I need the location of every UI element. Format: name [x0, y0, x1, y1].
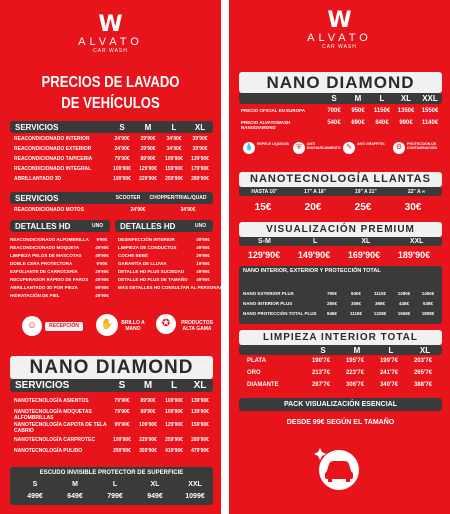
nano-col-L: L — [170, 380, 178, 391]
detalle-price: 49'90€ — [95, 277, 109, 282]
nano-right-col-L: L — [379, 94, 385, 103]
droplet-icon: 💧 — [243, 142, 255, 154]
nano-row-price: 89'90€ — [140, 398, 156, 404]
nano-row — [14, 437, 213, 444]
nano-header — [10, 379, 213, 392]
nano-col-S: S — [118, 380, 126, 391]
detalle-row-right — [118, 244, 213, 251]
detalle-row-left — [10, 284, 112, 291]
nano-right-col-M: M — [354, 94, 362, 103]
pack-subtitle: DESDE 99€ SEGÚN EL TAMAÑO — [286, 419, 395, 426]
icon-label: REPELE LIQUIDOS — [257, 142, 289, 146]
limpieza-row-name: DIAMANTE — [247, 382, 279, 388]
servicios-header — [10, 121, 213, 133]
badge-productos: PRODUCTOS ALTA GAMA — [181, 320, 213, 332]
limpieza-col: XL — [419, 345, 431, 355]
llantas-col: HASTA 16" — [251, 188, 278, 195]
row-price: 34'90€ — [166, 146, 182, 152]
limpieza-price: 203'7€ — [413, 358, 433, 364]
detalle-price: 29'90€ — [95, 269, 109, 274]
escudo-size: L — [112, 481, 118, 488]
nanoint-row — [243, 310, 440, 317]
detalle-price: 49'90€ — [196, 277, 210, 282]
row-price: 199'90€ — [113, 176, 131, 182]
visual-col: S-M — [257, 238, 271, 245]
limpieza-price: 223'7€ — [345, 370, 365, 376]
detalle-row-left — [10, 244, 112, 251]
nano-diamond-title: NANO DIAMOND — [10, 356, 213, 379]
nano-right-price: 1140€ — [421, 120, 439, 126]
limpieza-row-name: ORO — [247, 370, 261, 376]
spray-icon: ✎ — [343, 142, 355, 154]
servicios-col-XL: XL — [194, 122, 206, 132]
row-name: REACONDICIONADO INTEGRAL — [14, 166, 92, 172]
row-price: 79'90€ — [114, 156, 130, 162]
motos-label: SERVICIOS — [15, 193, 59, 203]
visual-header — [239, 237, 442, 246]
nano-row — [14, 422, 213, 434]
detalle-row-right — [118, 260, 213, 267]
pack-title: PACK VISUALIZACIÓN ESENCIAL — [283, 401, 398, 408]
reception-icon: ☺ — [22, 316, 42, 336]
motos-row-v1: 24'90€ — [130, 207, 146, 213]
nanoint-row — [243, 290, 440, 297]
visual-price: 169'90€ — [347, 250, 381, 260]
escudo-price: 949€ — [147, 493, 163, 500]
detalle-row-right — [118, 284, 223, 291]
nano-row-price: 129'90€ — [165, 422, 183, 428]
nano-right-price: 990€ — [399, 120, 413, 126]
nano-row-price: 419'90€ — [165, 448, 183, 454]
quality-seal-icon: ✪ — [156, 314, 176, 334]
logo-mark: W — [98, 12, 123, 37]
detalle-name: DETALLE HD PLUS SUCIEDAD — [118, 269, 185, 274]
detalle-name: HIDRATACIÓN DE PIEL — [10, 293, 60, 298]
nano-row — [14, 448, 213, 455]
nanoint-row-name: NANO INTERIOR PLUS — [243, 301, 293, 306]
nanoint-row-name: NANO PROTECCIÓN TOTAL PLUS — [243, 311, 317, 316]
page-title-line1: PRECIOS DE LAVADO — [41, 74, 180, 91]
nano-row-price: 109'90€ — [165, 398, 183, 404]
detalles-uno-right: UNO — [195, 223, 207, 229]
nano-row-price: 479'90€ — [191, 448, 209, 454]
row-price: 139'90€ — [191, 156, 209, 162]
detalle-row-right — [118, 276, 213, 283]
detalle-name: DESINFECCIÓN INTERIOR — [118, 237, 175, 242]
nano-row-price: 229'90€ — [139, 437, 157, 443]
nanoint-title: NANO INTERIOR, EXTERIOR Y PROTECCIÓN TOTAL — [243, 268, 381, 274]
row-price: 39'90€ — [192, 146, 208, 152]
nano-row-name: NANOTECNOLOGÍA CAPOTA DE TELA CABRIO — [14, 422, 107, 434]
visual-col: XL — [361, 238, 371, 245]
llantas-price: 15€ — [254, 202, 272, 213]
limpieza-row — [247, 358, 440, 365]
row-name: ABRILLANTADO 3D — [14, 176, 62, 182]
servicios-col-L: L — [171, 122, 177, 132]
detalle-price: 29'90€ — [196, 253, 210, 258]
glove-icon: ✋ — [96, 314, 118, 336]
visual-price: 189'90€ — [397, 250, 431, 260]
nano-right-price: 1350€ — [397, 108, 415, 114]
badge-brillo: BRILLO A MANO — [121, 320, 145, 332]
detalle-price: 19'90€ — [196, 261, 210, 266]
nanoint-price: 538€ — [422, 301, 433, 306]
nanoint-price: 368€ — [374, 301, 385, 306]
limpieza-price: 388'7€ — [413, 382, 433, 388]
factory-icon: ⚙ — [393, 142, 405, 154]
motos-row-name: REACONDICIONADO MOTOS — [14, 207, 84, 213]
nano-right-col-XL: XL — [400, 94, 412, 103]
row-price: 129'90€ — [139, 166, 157, 172]
visual-title: VISUALIZACIÓN PREMIUM — [239, 222, 442, 237]
limpieza-price: 199'7€ — [379, 358, 399, 364]
nano-row-price: 139'90€ — [191, 409, 209, 415]
escudo-title: ESCUDO INVISIBLE PROTECTOR DE SUPERFICIE — [39, 470, 184, 476]
nanoint-price: 940€ — [350, 291, 361, 296]
nano-row-name: NANOTECNOLOGÍA PULIDO — [14, 448, 83, 454]
nano-right-row-name: PRECIO OFICIAL EN EUROPA — [241, 108, 306, 113]
brand-sub: CAR WASH — [93, 48, 128, 54]
row-price: 29'90€ — [140, 146, 156, 152]
detalles-header-right — [115, 220, 213, 232]
nano-right-price: 690€ — [351, 120, 365, 126]
nano-right-col-XXL: XXL — [422, 94, 438, 103]
detalles-header-left — [10, 220, 110, 232]
nanoint-row — [243, 300, 440, 307]
nano-right-row-name: PRECIO ALVATOWASH NANODIAMOND — [241, 120, 291, 130]
detalle-row-left — [10, 268, 112, 275]
detalle-row-left — [10, 260, 112, 267]
limpieza-row-name: PLATA — [247, 358, 267, 364]
limpieza-title: LIMPIEZA INTERIOR TOTAL — [239, 330, 442, 345]
row-price: 29'90€ — [140, 136, 156, 142]
icon-label: ANTI ENCHARCAMIENTO — [307, 142, 341, 150]
detalle-price: 9'90€ — [96, 261, 108, 266]
row-price: 109'90€ — [165, 156, 183, 162]
nanoint-price: 1450€ — [421, 291, 435, 296]
detalle-row-right — [118, 268, 213, 275]
limpieza-col: L — [388, 345, 394, 355]
nano-right-price: 1550€ — [421, 108, 439, 114]
detalle-price: 9'90€ — [96, 237, 108, 242]
nano-right-row — [241, 108, 442, 115]
nano-label: SERVICIOS — [15, 380, 70, 391]
nano-right-price: 950€ — [351, 108, 365, 114]
nano-right-price: 1150€ — [373, 108, 391, 114]
nano-row-price: 79'90€ — [114, 398, 130, 404]
row-price: 259'90€ — [165, 176, 183, 182]
row-price: 39'90€ — [192, 136, 208, 142]
nano-row-name: NANOTECNOLOGÍA ASIENTOS — [14, 398, 89, 404]
nano-row-price: 109'90€ — [139, 422, 157, 428]
limpieza-price: 306'7€ — [345, 382, 365, 388]
table-row — [14, 156, 213, 163]
nano-row-price: 159'90€ — [191, 422, 209, 428]
limpieza-row — [247, 370, 440, 377]
row-price: 289'90€ — [191, 176, 209, 182]
nano-row-price: 359'90€ — [139, 448, 157, 454]
badge-recepcion: RECEPCIÓN — [45, 322, 83, 331]
detalle-row-left — [10, 252, 112, 259]
motos-header — [10, 192, 213, 204]
detalle-name: LIMPIEZA DE CONDUCTOS — [118, 245, 177, 250]
escudo-size: XXL — [188, 481, 202, 488]
servicios-label: SERVICIOS — [15, 122, 59, 132]
nanoint-price: 448€ — [398, 301, 409, 306]
nano-row-price: 139'90€ — [191, 398, 209, 404]
nano-row-price: 79'90€ — [114, 409, 130, 415]
detalle-price: 49'90€ — [95, 293, 109, 298]
row-price: 179'90€ — [191, 166, 209, 172]
detalle-row-left — [10, 236, 112, 243]
detalle-name: REACONDICIONADO ALFOMBRILLA — [10, 237, 89, 242]
row-name: REACONDICIONADO EXTERIOR — [14, 146, 92, 152]
detalle-row-right — [118, 252, 213, 259]
escudo-price: 1099€ — [185, 493, 205, 500]
detalle-name: DETALLE HD PLUS DE TAMAÑO — [118, 277, 188, 282]
escudo-size: S — [32, 481, 38, 488]
llantas-col: 22" A ∞ — [407, 188, 426, 195]
detalle-price: 49'90€ — [196, 245, 210, 250]
icon-label: PROTECCIÓN DE CONTAMINACIÓN — [407, 142, 437, 150]
limpieza-price: 265'7€ — [413, 370, 433, 376]
brand-name-right: ALVATO — [307, 32, 372, 44]
brand-logo — [0, 14, 221, 54]
detalle-name: ABRILLANTADO 3D POR PIEZA — [10, 285, 78, 290]
limpieza-row — [247, 382, 440, 389]
detalle-price: 59'90€ — [95, 285, 109, 290]
nano-row-name: NANOTECNOLOGÍA MOQUETAS ALFOMBRILLAS — [14, 409, 92, 421]
detalles-uno-left: UNO — [92, 223, 104, 229]
limpieza-col: M — [353, 345, 361, 355]
detalle-name: LIMPIEZA PELOS DE MASCOTAS — [10, 253, 82, 258]
detalle-price: 49'90€ — [95, 245, 109, 250]
escudo-price: 499€ — [27, 493, 43, 500]
nano-right-row — [241, 120, 442, 130]
servicios-col-S: S — [119, 122, 125, 132]
nano-col-XL: XL — [193, 380, 207, 391]
detalle-row-left — [10, 276, 112, 283]
limpieza-col: S — [320, 345, 326, 355]
brand-logo-right — [229, 10, 450, 50]
llantas-col: 19" A 21" — [354, 188, 377, 195]
row-name: REACONDICIONADO TAPICERIA — [14, 156, 93, 162]
brand-sub-right: CAR WASH — [322, 44, 357, 50]
nanoint-row-name: NANO EXTERIOR PLUS — [243, 291, 294, 296]
nano-right-header — [239, 93, 442, 104]
row-price: 109'90€ — [113, 166, 131, 172]
llantas-col: 17" A 18" — [304, 188, 327, 195]
nano-row-price: 89'90€ — [140, 409, 156, 415]
nanoint-price: 790€ — [326, 291, 337, 296]
limpieza-price: 287'7€ — [311, 382, 331, 388]
brand-name: ALVATO — [78, 36, 143, 48]
detalle-price: 49'90€ — [196, 237, 210, 242]
nano-row-price: 259'90€ — [165, 437, 183, 443]
detalle-row-right — [118, 236, 213, 243]
motos-row-v2: 34'90€ — [180, 207, 196, 213]
table-row — [14, 166, 213, 173]
row-price: 34'90€ — [166, 136, 182, 142]
limpieza-price: 340'7€ — [379, 382, 399, 388]
visual-col: L — [312, 238, 318, 245]
detalle-name: DOBLE CERA PROTECTORA — [10, 261, 73, 266]
llantas-price: 30€ — [404, 202, 422, 213]
detalle-row-left — [10, 292, 112, 299]
nanoint-price: 308€ — [350, 301, 361, 306]
nano-row-price: 289'90€ — [191, 437, 209, 443]
row-name: REACONDICIONADO INTERIOR — [14, 136, 90, 142]
limpieza-price: 190'7€ — [311, 358, 331, 364]
row-price: 24'90€ — [114, 146, 130, 152]
shield-icon: ⛨ — [293, 142, 305, 154]
servicios-col-M: M — [144, 122, 152, 132]
row-price: 24'90€ — [114, 136, 130, 142]
nano-row-price: 299'90€ — [113, 448, 131, 454]
llantas-price: 20€ — [304, 202, 322, 213]
table-row — [14, 146, 213, 153]
nanoint-price: 1280€ — [397, 291, 411, 296]
detalle-name: COCHE BEBÉ — [118, 253, 149, 258]
nanoint-price: 1328€ — [373, 311, 387, 316]
nano-col-M: M — [143, 380, 153, 391]
car-sparkle-icon — [314, 442, 364, 492]
nano-row-price: 199'90€ — [113, 437, 131, 443]
nanoint-price: 1808€ — [421, 311, 435, 316]
detalle-name: GARANTÍA DE LLUVIA — [118, 261, 167, 266]
motos-row — [14, 207, 213, 214]
limpieza-price: 213'7€ — [311, 370, 331, 376]
nano-right-col-S: S — [331, 94, 337, 103]
nano-row-name: NANOTECNOLOGÍA CARPROTEC — [14, 437, 95, 443]
llantas-price: 25€ — [354, 202, 372, 213]
nanoint-price: 948€ — [326, 311, 337, 316]
detalle-name: RECUPERADOR RÁPIDO DE FAROS — [10, 277, 89, 282]
detalle-name: REACONDICIONADO MOQUETA — [10, 245, 80, 250]
escudo-price: 799€ — [107, 493, 123, 500]
visual-price: 129'90€ — [247, 250, 281, 260]
nano-right-price: 540€ — [327, 120, 341, 126]
nano-diamond-title-right: NANO DIAMOND — [239, 72, 442, 93]
nanoint-price: 1110€ — [373, 291, 387, 296]
nano-row-price: 99'90€ — [114, 422, 130, 428]
icon-label: ANTI GRAFFITIS — [357, 142, 385, 146]
row-price: 89'90€ — [140, 156, 156, 162]
llantas-header — [239, 187, 442, 196]
detalles-label-left: DETALLES HD — [15, 221, 71, 231]
nanoint-price: 1118€ — [349, 311, 363, 316]
detalle-price: 49'90€ — [95, 253, 109, 258]
escudo-size: M — [72, 481, 78, 488]
detalle-price: 49'90€ — [196, 269, 210, 274]
limpieza-price: 241'7€ — [379, 370, 399, 376]
visual-col: XXL — [409, 238, 424, 245]
nanoint-price: 1558€ — [397, 311, 411, 316]
escudo-price: 649€ — [67, 493, 83, 500]
table-row — [14, 136, 213, 143]
limpieza-header — [239, 345, 442, 355]
row-price: 159'90€ — [165, 166, 183, 172]
page-title-line2: DE VEHÍCULOS — [61, 95, 160, 112]
nano-row-price: 109'90€ — [165, 409, 183, 415]
nanoint-price: 280€ — [326, 301, 337, 306]
row-price: 229'90€ — [139, 176, 157, 182]
detalle-name: EXFOLIANTE DE CARROCERÍA — [10, 269, 78, 274]
nano-right-price: 700€ — [327, 108, 341, 114]
nano-row — [14, 398, 213, 405]
nano-right-price: 840€ — [375, 120, 389, 126]
left-price-panel — [0, 0, 221, 514]
table-row — [14, 176, 213, 183]
motos-col-chopper: CHOPPER/TRIAL/QUAD — [149, 195, 207, 201]
detalle-name: MÁS DETALLES HD CONSULTAR AL PERSONAL — [118, 285, 223, 290]
visual-price: 149'90€ — [297, 250, 331, 260]
escudo-size: XL — [150, 481, 160, 488]
logo-mark-right: W — [327, 8, 352, 33]
detalles-label-right: DETALLES HD — [120, 221, 176, 231]
llantas-title: NANOTECNOLOGÍA LLANTAS — [239, 172, 442, 187]
limpieza-price: 195'7€ — [345, 358, 365, 364]
nano-row — [14, 409, 213, 421]
motos-col-scooter: SCOOTER — [115, 195, 141, 201]
right-price-panel — [229, 0, 450, 514]
